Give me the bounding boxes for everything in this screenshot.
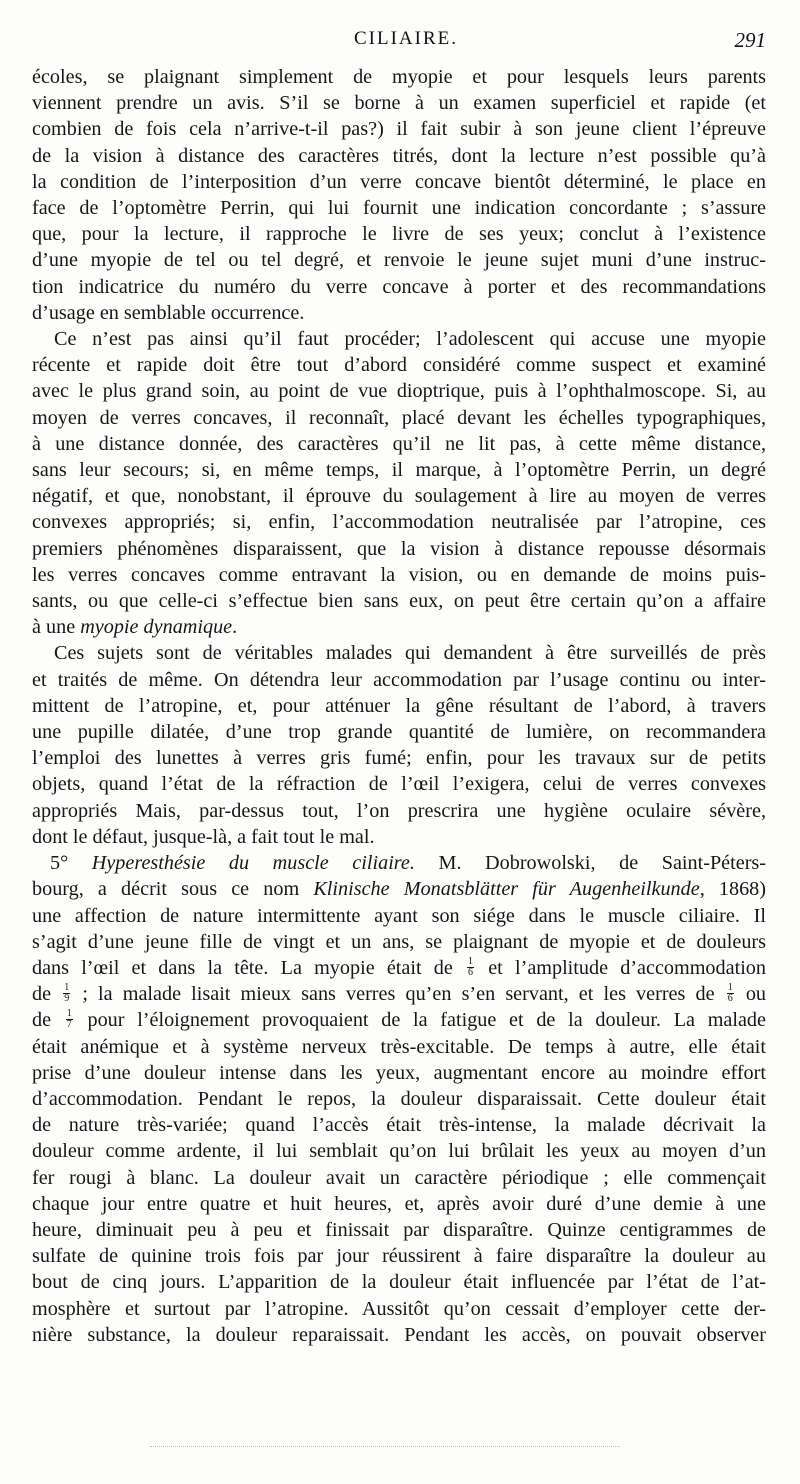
text-line: convexes appropriés; si, enfin, l’accommodation neutralisée par l’atropine, ces (32, 511, 766, 534)
text-run: pour l’éloignement provoquaient de la fatigue et de la douleur. La malade (74, 1009, 766, 1032)
text-line: viennent prendre un avis. S’il se borne à un examen superficiel et rapide (et (32, 92, 766, 115)
text-run: , 1868) (699, 878, 767, 901)
text-line: prise d’une douleur intense dans les yeux, augmentant encore au moindre effort (32, 1061, 766, 1084)
fraction-numerator: 1 (64, 981, 70, 993)
fraction (727, 983, 734, 1004)
text-run: M. Dobrowolski, de Saint-Péters- (414, 852, 767, 875)
text-line: Ce n’est pas ainsi qu’il faut procéder; l’adolescent qui accuse une myopie (54, 328, 766, 351)
text-line: objets, quand l’état de la réfraction de l’œil l’exigera, celui de verres convexes (32, 773, 766, 796)
text-line: mosphère et surtout par l’atropine. Aussitôt qu’on cessait d’employer cette der- (32, 1297, 766, 1320)
fraction-denominator: 9 (64, 992, 70, 1004)
section-heading: Hyperesthésie du muscle ciliaire. (91, 852, 415, 875)
text-line: d’usage en semblable occurrence. (32, 301, 305, 324)
text-line: de nature très-variée; quand l’accès était très-intense, la malade décrivait la (32, 1114, 766, 1137)
text-line: appropriés Mais, par-dessus tout, l’on prescrira une hygiène oculaire sévère, (32, 799, 766, 822)
text-line: douleur comme ardente, il lui semblait qu’on lui brûlait les yeux au moyen d’un (32, 1140, 766, 1163)
fraction (467, 957, 474, 978)
paragraph-3 (32, 640, 766, 850)
fraction-numerator: 1 (66, 1008, 72, 1020)
fraction-denominator: 6 (727, 992, 733, 1004)
text-line: fer rougi à blanc. La douleur avait un caractère périodique ; elle commençait (32, 1166, 766, 1189)
text-run: ; la malade lisait mieux sans verres qu’en s’en servant, et les verres de (72, 983, 725, 1006)
text-line: premiers phénomènes disparaissent, que la vision à distance repousse désormais (32, 537, 766, 560)
text-line: écoles, se plaignant simplement de myopie et pour lesquels leurs parents (32, 66, 766, 88)
text-line: l’emploi des lunettes à verres gris fumé; enfin, pour les travaux sur de petits (32, 747, 766, 770)
text-line: d’une myopie de tel ou tel degré, et renvoie le jeune sujet muni d’une instruc- (32, 249, 766, 272)
text-line (32, 981, 766, 1007)
text-line: tion indicatrice du numéro du verre concave à porter et des recommandations (32, 275, 766, 298)
text-line (32, 876, 766, 902)
text-run: 5° (50, 852, 92, 875)
running-head: CILIAIRE. (353, 28, 458, 49)
text-line: à une distance donnée, des caractères qu’il ne lit pas, à cette même distance, (32, 432, 766, 455)
page-number: 291 (734, 28, 766, 52)
text-line: sants, ou que celle-ci s’effectue bien sans eux, on peut être certain qu’on a affaire (32, 590, 766, 613)
text-line: heure, diminuait peu à peu et finissait par disparaître. Quinze centigrammes de (32, 1218, 766, 1241)
fraction-numerator: 1 (468, 955, 474, 967)
fraction-denominator: 7 (66, 1019, 72, 1031)
text-line: récente et rapide doit être tout d’abord considéré comme suspect et examiné (32, 354, 766, 377)
paragraph-1 (32, 64, 766, 326)
text-line: une pupille dilatée, d’une trop grande quantité de lumière, on recommandera (32, 721, 766, 744)
paragraph-2 (32, 326, 766, 640)
fraction (66, 1009, 73, 1030)
text-line (32, 614, 766, 640)
text-line: et traités de même. On détendra leur accommodation par l’usage continu ou inter- (32, 668, 766, 691)
text-line: les verres concaves comme entravant la vision, ou en demande de moins puis- (32, 563, 766, 586)
text-run: de (32, 983, 62, 1006)
text-line: chaque jour entre quatre et huit heures, et, après avoir duré d’une demie à une (32, 1192, 766, 1215)
text-line: s’agit d’une jeune fille de vingt et un ans, se plaignant de myopie et de douleurs (32, 930, 766, 953)
text-run: à une (32, 616, 81, 639)
text-line: combien de fois cela n’arrive-t-il pas?) il fait subir à son jeune client l’épreuve (32, 118, 766, 141)
text-line: nière substance, la douleur reparaissait. Pendant les accès, on pouvait observer (32, 1323, 766, 1346)
text-line: une affection de nature intermittente ayant son siége dans le muscle ciliaire. Il (32, 904, 766, 927)
text-line: Ces sujets sont de véritables malades qui demandent à être surveillés de près (54, 642, 766, 665)
text-run: de (32, 1009, 64, 1032)
text-line: de la vision à distance des caractères titrés, dont la lecture n’est possible qu’à (32, 144, 766, 167)
text-line: sulfate de quinine trois fois par jour réussirent à faire disparaître la douleur au (32, 1245, 766, 1268)
text-run: et l’amplitude d’accommodation (476, 956, 766, 979)
text-line: moyen de verres concaves, il reconnaît, placé devant les échelles typographiques, (32, 406, 766, 429)
text-line: sans leur secours; si, en même temps, il marque, à l’optomètre Perrin, un degré (32, 459, 766, 482)
fraction (63, 983, 70, 1004)
text-line: mittent de l’atropine, et, pour atténuer la gêne résultant de l’abord, à travers (32, 694, 766, 717)
fraction-numerator: 1 (727, 981, 733, 993)
text-line: la condition de l’interposition d’un verre concave bientôt déterminé, le place en (32, 170, 766, 193)
page-header (32, 28, 780, 52)
text-line: d’accommodation. Pendant le repos, la douleur disparaissait. Cette douleur était (32, 1087, 766, 1110)
text-line: face de l’optomètre Perrin, qui lui fournit une indication concordante ; s’assure (32, 197, 766, 220)
text-line (32, 850, 766, 876)
text-run: ou (735, 983, 767, 1006)
italic-term: myopie dynamique (80, 616, 233, 639)
text-line: dont le défaut, jusque-là, a fait tout le mal. (32, 825, 375, 848)
text-line: avec le plus grand soin, au point de vue dioptrique, puis à l’ophthalmoscope. Si, au (32, 380, 766, 403)
text-line: bout de cinq jours. L’apparition de la douleur était influencée par l’état de l’at- (32, 1271, 766, 1294)
fraction-denominator: 6 (468, 966, 474, 978)
text-run: . (232, 616, 238, 639)
text-line: négatif, et que, nonobstant, il éprouve du soulagement à lire au moyen de verres (32, 485, 766, 508)
text-line: était anémique et à système nerveux très-excitable. De temps à autre, elle était (32, 1035, 766, 1058)
paragraph-4 (32, 850, 766, 1348)
footer-dotted-rule (150, 1446, 620, 1447)
text-run: bourg, a décrit sous ce nom (32, 878, 314, 901)
text-run: dans l’œil et dans la tête. La myopie était de (32, 956, 466, 979)
text-line (32, 955, 766, 981)
body-text (32, 64, 766, 1348)
text-line: que, pour la lecture, il rapproche le livre de ses yeux; conclut à l’existence (32, 223, 766, 246)
journal-title: Klinische Monatsblätter für Augenheilkunde (313, 878, 700, 901)
text-line (32, 1007, 766, 1033)
